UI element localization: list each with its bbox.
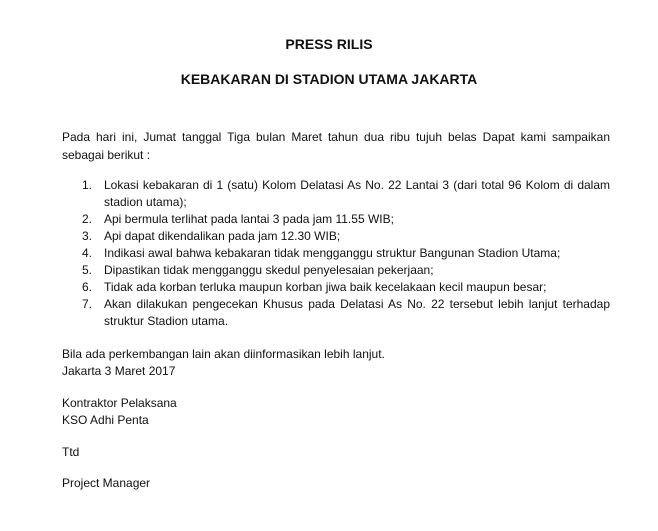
list-item [62,211,610,228]
list-item [62,177,610,211]
place-date: Jakarta 3 Maret 2017 [62,364,176,378]
list-item-text: Dipastikan tidak mengganggu skedul penyelesaian pekerjaan; [104,263,434,277]
list-item-text: Tidak ada korban terluka maupun korban jiwa baik kecelakaan kecil maupun besar; [104,280,547,294]
list-item [62,279,610,296]
list-item-text: Lokasi kebakaran di 1 (satu) Kolom Delatasi As No. 22 Lantai 3 (dari total 96 Kolom di dalam stadion utama); [104,178,610,209]
list-item [62,245,610,262]
list-item-number: 7. [82,297,93,311]
intro-paragraph: Pada hari ini, Jumat tanggal Tiga bulan Maret tahun dua ribu tujuh belas Dapat kami sampaikan sebagai berikut : [62,130,610,162]
list-item-number: 4. [82,246,93,260]
list-item [62,262,610,279]
list-item-text: Api dapat dikendalikan pada jam 12.30 WIB; [104,229,341,243]
signer-title: Project Manager [62,476,151,490]
contractor-role: Kontraktor Pelaksana [62,396,177,410]
contractor-block [62,395,177,429]
list-item [62,296,610,330]
signature-label: Ttd [62,445,80,459]
facts-list [62,177,610,330]
list-item-number: 1. [82,178,93,192]
list-item-number: 3. [82,229,93,243]
list-item [62,228,610,245]
closing-block [62,346,385,380]
list-item-number: 2. [82,212,93,226]
closing-line: Bila ada perkembangan lain akan diinformasikan lebih lanjut. [62,347,385,361]
list-item-text: Akan dilakukan pengecekan Khusus pada Delatasi As No. 22 tersebut lebih lanjut terhadap struktur Stadion utama. [104,297,610,328]
list-item-number: 6. [82,280,93,294]
list-item-text: Indikasi awal bahwa kebakaran tidak mengganggu struktur Bangunan Stadion Utama; [104,246,561,260]
document-subtitle: KEBAKARAN DI STADION UTAMA JAKARTA [180,71,478,87]
contractor-name: KSO Adhi Penta [62,413,149,427]
list-item-number: 5. [82,263,93,277]
list-item-text: Api bermula terlihat pada lantai 3 pada jam 11.55 WIB; [104,212,394,226]
document-title: PRESS RILIS [285,36,373,52]
